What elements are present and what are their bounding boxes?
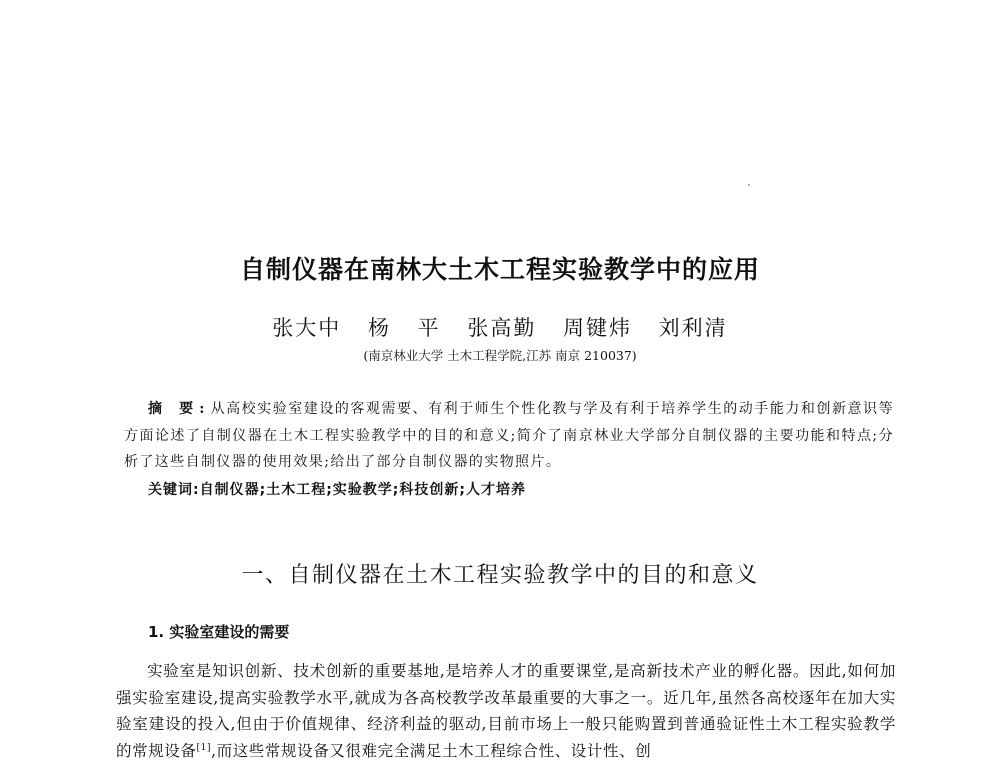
- abstract: [124, 396, 894, 476]
- body-text-part-1: 实验室是知识创新、技术创新的重要基地,是培养人才的重要课堂,是高新技术产业的孵化器。因此,如何加强实验室建设,提高实验教学水平,就成为各高校教学改革最重要的大事之一。近几年,虽然各高校逐年在加大实验室建设的投入,但由于价值规律、经济利益的驱动,目前市场上一般只能购置到普通验证性土木工程实验教学的常规设备: [116, 662, 896, 760]
- subsection-heading: 1. 实验室建设的需要: [148, 623, 290, 641]
- author-list: 张大中 杨 平 张高勤 周键炜 刘利清: [272, 316, 728, 340]
- paper-title: 自制仪器在南林大土木工程实验教学中的应用: [239, 255, 760, 284]
- section-heading: 一、自制仪器在土木工程实验教学中的目的和意义: [241, 563, 759, 588]
- author-affiliation: (南京林业大学 土木工程学院,江苏 南京 210037): [363, 348, 637, 363]
- keywords-text: 自制仪器;土木工程;实验教学;科技创新;人才培养: [199, 482, 527, 498]
- body-text-part-2: ,而这些常规设备又很难完全满足土木工程综合性、设计性、创: [211, 741, 652, 760]
- reference-marker[interactable]: [1]: [196, 742, 212, 753]
- abstract-label: 摘 要:: [148, 401, 211, 417]
- keywords-label: 关键词:: [148, 482, 200, 498]
- keywords: [148, 479, 894, 499]
- body-paragraph: [116, 658, 896, 764]
- abstract-text: 从高校实验室建设的客观需要、有利于师生个性化教与学及有利于培养学生的动手能力和创新意识等方面论述了自制仪器在土木工程实验教学中的目的和意义;简介了南京林业大学部分自制仪器的主要功能和特点;分析了这些自制仪器的使用效果;给出了部分自制仪器的实物照片。: [124, 401, 894, 470]
- scan-speck: [748, 184, 750, 186]
